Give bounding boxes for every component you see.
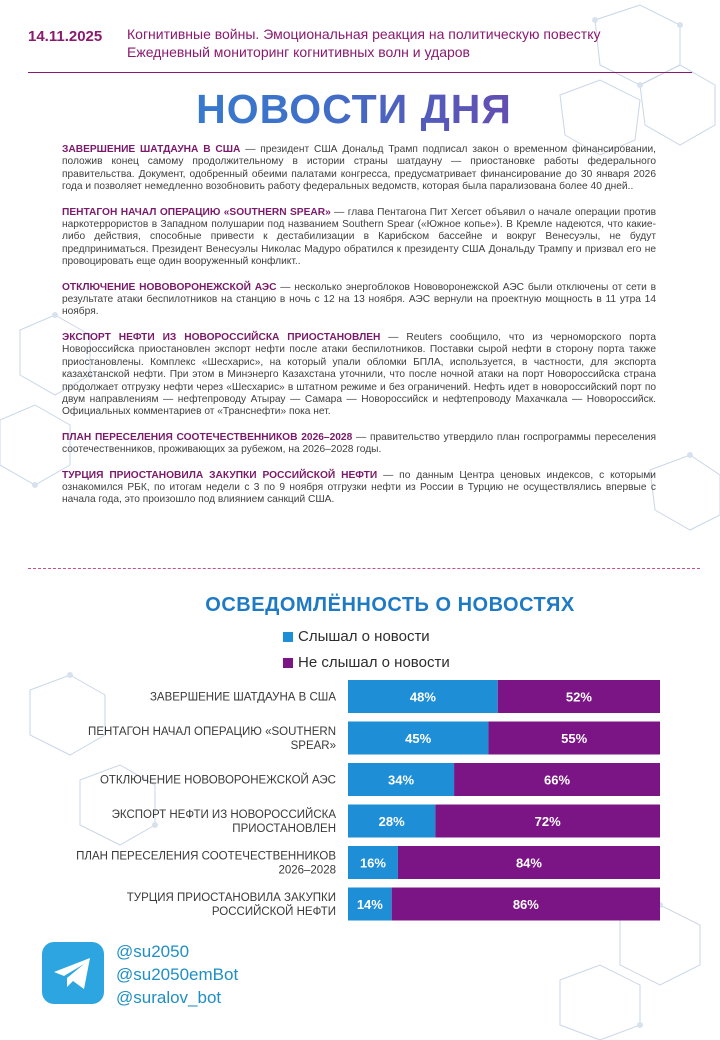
legend-swatch-heard bbox=[283, 632, 293, 642]
news-text: — несколько энергоблоков Нововоронежской АЭС были отключены от сети в результате атаки беспилотников на станцию в ночь с 12 на 13 ноября. АЭС вернули на проектную мощность в 11 утра 14 ноября. bbox=[62, 281, 656, 318]
handle-suralov-bot[interactable]: @suralov_bot bbox=[116, 988, 222, 1007]
news-item-novovoronezh bbox=[62, 282, 656, 319]
news-item-shutdown bbox=[62, 144, 656, 194]
news-text: — правительство утвердило план госпрограммы переселения соотечественников, проживающих за рубежом, на 2026–2028 годы. bbox=[62, 431, 656, 456]
awareness-bar-chart bbox=[0, 670, 720, 940]
news-list bbox=[62, 144, 656, 520]
news-item-turkey-oil bbox=[62, 470, 656, 507]
category-label: ЭКСПОРТ НЕФТИ ИЗ НОВОРОССИЙСКА ПРИОСТАНОВЛЕН bbox=[111, 809, 336, 835]
value-label-heard: 48% bbox=[409, 689, 436, 705]
value-label-not-heard: 72% bbox=[534, 814, 561, 829]
news-text: — Reuters сообщило, что из черноморского порта Новороссийска приостановлен экспорт нефти после атаки беспилотников. Поставки сырой нефти в сторону порта также приостановлены. Комплекс «Шесхарис», на который упали обломки БПЛА, используется, в частности, для экспорта казахстанской нефти. При этом в Минэнерго Казахстана уточнили, что после ночной атаки на порт Новороссийска страна продолжает отгрузку нефти через «Шесхарис» в штатном режиме и без ограничений. Нефть идет в новороссийский порт по двум направлениям — нефтепроводу Атырау — Самара — Новороссийск и нефтепроводу Махачкала — Новороссийск. Официальных комментариев от «Транснефти» пока нет. bbox=[62, 331, 656, 418]
value-label-heard: 45% bbox=[405, 731, 432, 746]
news-headline: ТУРЦИЯ ПРИОСТАНОВИЛА ЗАКУПКИ РОССИЙСКОЙ НЕФТИ bbox=[62, 469, 378, 481]
legend-label-heard: Слышал о новости bbox=[298, 628, 430, 645]
news-headline: ЭКСПОРТ НЕФТИ ИЗ НОВОРОССИЙСКА ПРИОСТАНОВЛЕН bbox=[62, 331, 381, 343]
header-title-line-2: Ежедневный мониторинг когнитивных волн и ударов bbox=[127, 44, 470, 60]
category-label: ПЛАН ПЕРЕСЕЛЕНИЯ СООТЕЧЕСТВЕННИКОВ 2026–2028 bbox=[76, 850, 336, 877]
value-label-not-heard: 55% bbox=[561, 731, 588, 746]
footer-handles bbox=[116, 940, 238, 1009]
value-label-not-heard: 66% bbox=[544, 772, 571, 788]
legend-item-heard bbox=[283, 628, 430, 645]
page-title: НОВОСТИ ДНЯ bbox=[0, 86, 708, 133]
news-item-resettlement bbox=[62, 432, 656, 457]
category-label: ПЕНТАГОН НАЧАЛ ОПЕРАЦИЮ «SOUTHERN SPEAR» bbox=[88, 726, 336, 752]
news-text: — президент США Дональд Трамп подписал закон о временном финансировании, положив конец самому продолжительному в истории страны шатдауну — приостановке работы федерального правительства. Документ, одобренный обеими палатами конгресса, предусматривает финансирование до 30 января 2026 года и позволяет немедленно возобновить работу федеральных ведомств, которая была парализована более 40 дней.. bbox=[62, 144, 656, 193]
news-item-novorossiysk bbox=[62, 332, 656, 419]
legend-swatch-not-heard bbox=[283, 658, 293, 668]
news-text: — глава Пентагона Пит Хегсет объявил о начале операции против наркотеррористов в Западном полушарии под названием Southern Spear («Южное копье»). В Кремле надеются, что какие-либо действия, способные привести к дестабилизации в Карибском бассейне и вокруг Венесуэлы, не будут предприниматься. Президент Венесуэлы Николас Мадуро обратился к президенту США Дональду Трампу и призвал его не провоцировать еще один вооруженный конфликт.. bbox=[62, 206, 656, 268]
news-item-southern-spear bbox=[62, 207, 656, 269]
category-label: ТУРЦИЯ ПРИОСТАНОВИЛА ЗАКУПКИ РОССИЙСКОЙ НЕФТИ bbox=[126, 892, 336, 918]
chart-title: ОСВЕДОМЛЁННОСТЬ О НОВОСТЯХ bbox=[205, 594, 575, 616]
report-date: 14.11.2025 bbox=[28, 28, 103, 45]
value-label-not-heard: 86% bbox=[512, 897, 539, 912]
section-divider bbox=[28, 568, 700, 569]
report-header-title bbox=[127, 25, 687, 61]
news-headline: ОТКЛЮЧЕНИЕ НОВОВОРОНЕЖСКОЙ АЭС bbox=[62, 281, 277, 293]
header-title-line-1: Когнитивные войны. Эмоциональная реакция на политическую повестку bbox=[127, 26, 601, 42]
news-headline: ПЛАН ПЕРЕСЕЛЕНИЯ СООТЕЧЕСТВЕННИКОВ 2026–2028 bbox=[62, 431, 353, 443]
value-label-not-heard: 52% bbox=[565, 689, 592, 705]
news-headline: ЗАВЕРШЕНИЕ ШАТДАУНА В США bbox=[62, 144, 241, 155]
handle-su2050[interactable]: @su2050 bbox=[116, 942, 190, 961]
category-label: ОТКЛЮЧЕНИЕ НОВОВОРОНЕЖСКОЙ АЭС bbox=[99, 774, 336, 787]
value-label-heard: 16% bbox=[359, 855, 386, 871]
telegram-icon[interactable] bbox=[42, 942, 104, 1004]
handle-su2050embot[interactable]: @su2050emBot bbox=[116, 965, 239, 984]
news-text: — по данным Центра ценовых индексов, с которыми ознакомился РБК, по итогам недели с 3 по 9 ноября отгрузки нефти из России в Турцию не осуществлялись впервые с начала года, это произошло под влиянием санкций США. bbox=[62, 469, 656, 506]
news-headline: ПЕНТАГОН НАЧАЛ ОПЕРАЦИЮ «SOUTHERN SPEAR» bbox=[62, 206, 331, 218]
category-label: ЗАВЕРШЕНИЕ ШАТДАУНА В США bbox=[149, 691, 336, 704]
value-label-heard: 28% bbox=[378, 814, 405, 829]
value-label-heard: 14% bbox=[356, 897, 383, 912]
value-label-heard: 34% bbox=[388, 772, 415, 788]
legend-item-not-heard bbox=[283, 654, 450, 671]
header-divider bbox=[28, 72, 692, 73]
legend-label-not-heard: Не слышал о новости bbox=[298, 654, 450, 671]
value-label-not-heard: 84% bbox=[515, 855, 542, 871]
